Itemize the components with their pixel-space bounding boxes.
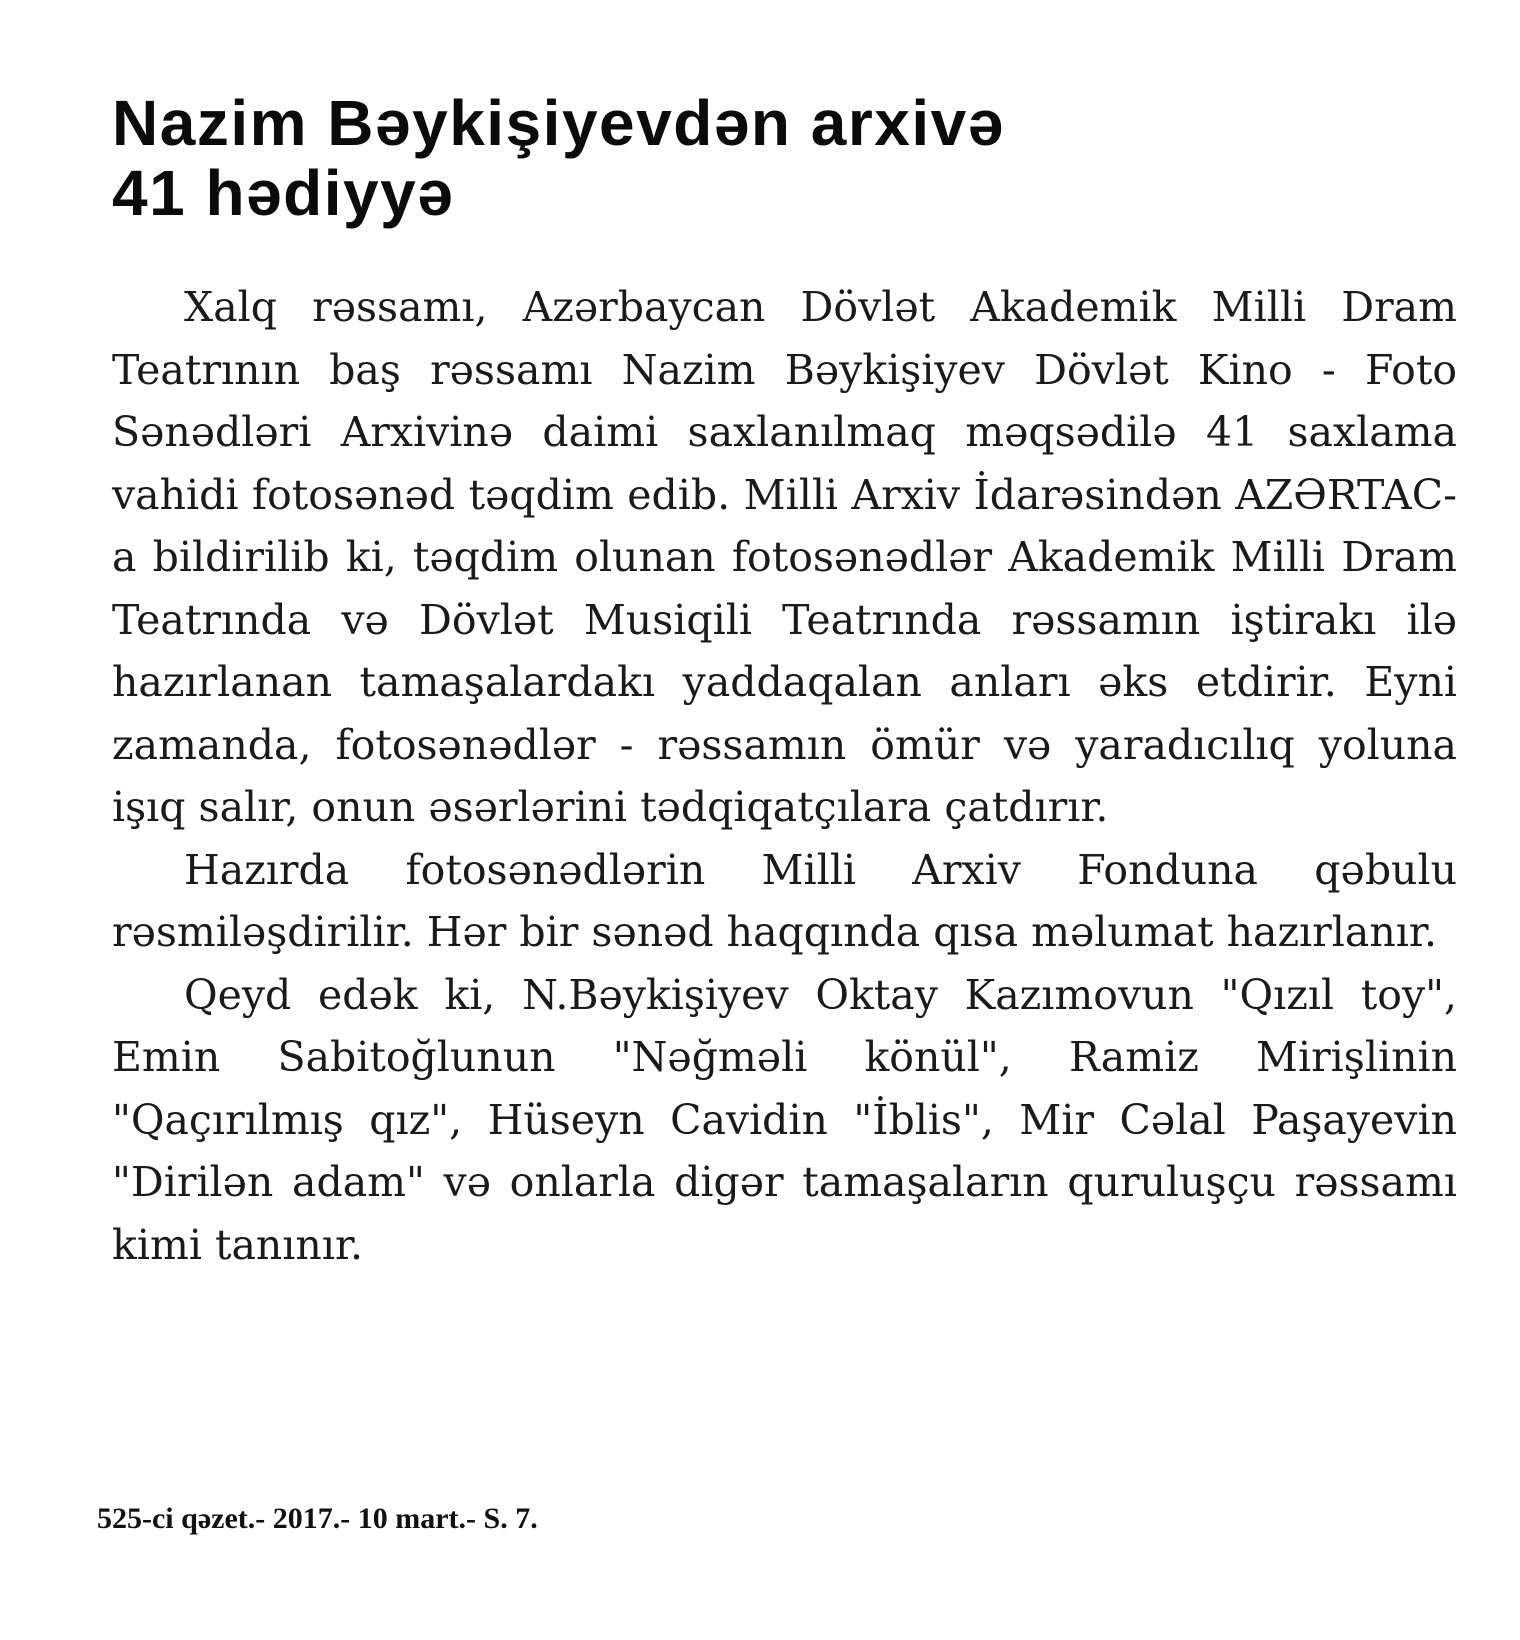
source-citation: 525-ci qəzet.- 2017.- 10 mart.- S. 7. <box>97 1502 538 1535</box>
article-paragraph-3: Qeyd edək ki, N.Bəykişiyev Oktay Kazımovun "Qızıl toy", Emin Sabitoğlunun "Nəğməli könül", Ramiz Mirişlinin "Qaçırılmış qız", Hüseyn Cavidin "İblis", Mir Cəlal Paşayevin "Dirilən adam" və onlarla digər tamaşaların quruluşçu rəssamı kimi tanınır. <box>112 970 1457 1269</box>
headline-line-2: 41 hədiyyə <box>112 157 455 229</box>
article-body <box>112 276 1457 1276</box>
article-paragraph-1: Xalq rəssamı, Azərbaycan Dövlət Akademik Milli Dram Teatrının baş rəssamı Nazim Bəykişiyev Dövlət Kino - Foto Sənədləri Arxivinə daimi saxlanılmaq məqsədilə 41 saxlama vahidi fotosənəd təqdim edib. Milli Arxiv İdarəsindən AZƏRTAC-a bildirilib ki, təqdim olunan fotosənədlər Akademik Milli Dram Teatrında və Dövlət Musiqili Teatrında rəssamın iştirakı ilə hazırlanan tamaşalardakı yaddaqalan anları əks etdirir. Eyni zamanda, fotosənədlər - rəssamın ömür və yaradıcılıq yoluna işıq salır, onun əsərlərini tədqiqatçılara çatdırır. <box>112 283 1457 831</box>
newspaper-article <box>112 88 1457 1276</box>
article-headline <box>112 88 1457 228</box>
article-paragraph-2: Hazırda fotosənədlərin Milli Arxiv Fonduna qəbulu rəsmiləşdirilir. Hər bir sənəd haqqında qısa məlumat hazırlanır. <box>112 845 1457 956</box>
headline-line-1: Nazim Bəykişiyevdən arxivə <box>112 87 1005 159</box>
